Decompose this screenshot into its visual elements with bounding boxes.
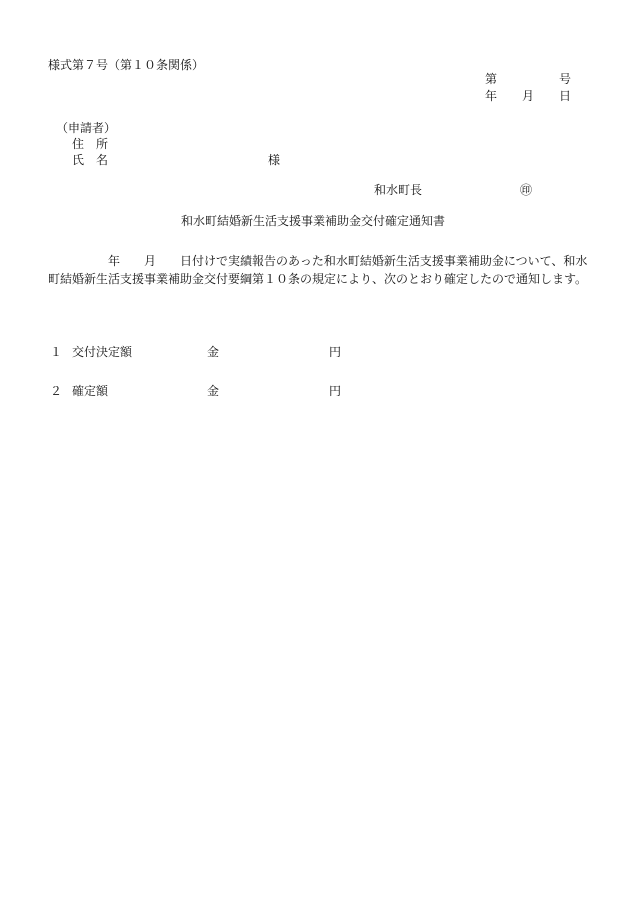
date-month: 月	[522, 89, 535, 103]
item-1-unit: 円	[329, 345, 342, 359]
ref-dai: 第	[485, 72, 498, 86]
item-1-currency: 金	[207, 345, 220, 359]
name-label: 氏 名	[72, 153, 109, 167]
ref-go: 号	[559, 72, 572, 86]
seal-mark: ㊞	[520, 183, 533, 197]
item-1-number: １	[50, 345, 63, 359]
date-year: 年	[485, 89, 498, 103]
body-year: 年	[108, 254, 121, 268]
body-text: 日付けで実績報告のあった和水町結婚新生活支援事業補助金について、和水町結婚新生活支援事業補助金交付要綱第１０条の規定により、次のとおり確定したので通知します。	[48, 254, 588, 286]
item-2-label: 確定額	[72, 384, 109, 398]
issuer-title: 和水町長	[374, 183, 423, 197]
item-2-currency: 金	[207, 384, 220, 398]
item-2-number: ２	[50, 384, 63, 398]
item-2-unit: 円	[329, 384, 342, 398]
body-paragraph	[48, 252, 588, 288]
address-label: 住 所	[72, 137, 109, 151]
form-number: 様式第７号（第１０条関係）	[48, 58, 205, 72]
applicant-heading: （申請者）	[56, 121, 117, 135]
date-day: 日	[559, 89, 572, 103]
body-month: 月	[144, 254, 157, 268]
honorific: 様	[268, 153, 281, 167]
document-title: 和水町結婚新生活支援事業補助金交付確定通知書	[181, 214, 446, 228]
item-1-label: 交付決定額	[72, 345, 133, 359]
